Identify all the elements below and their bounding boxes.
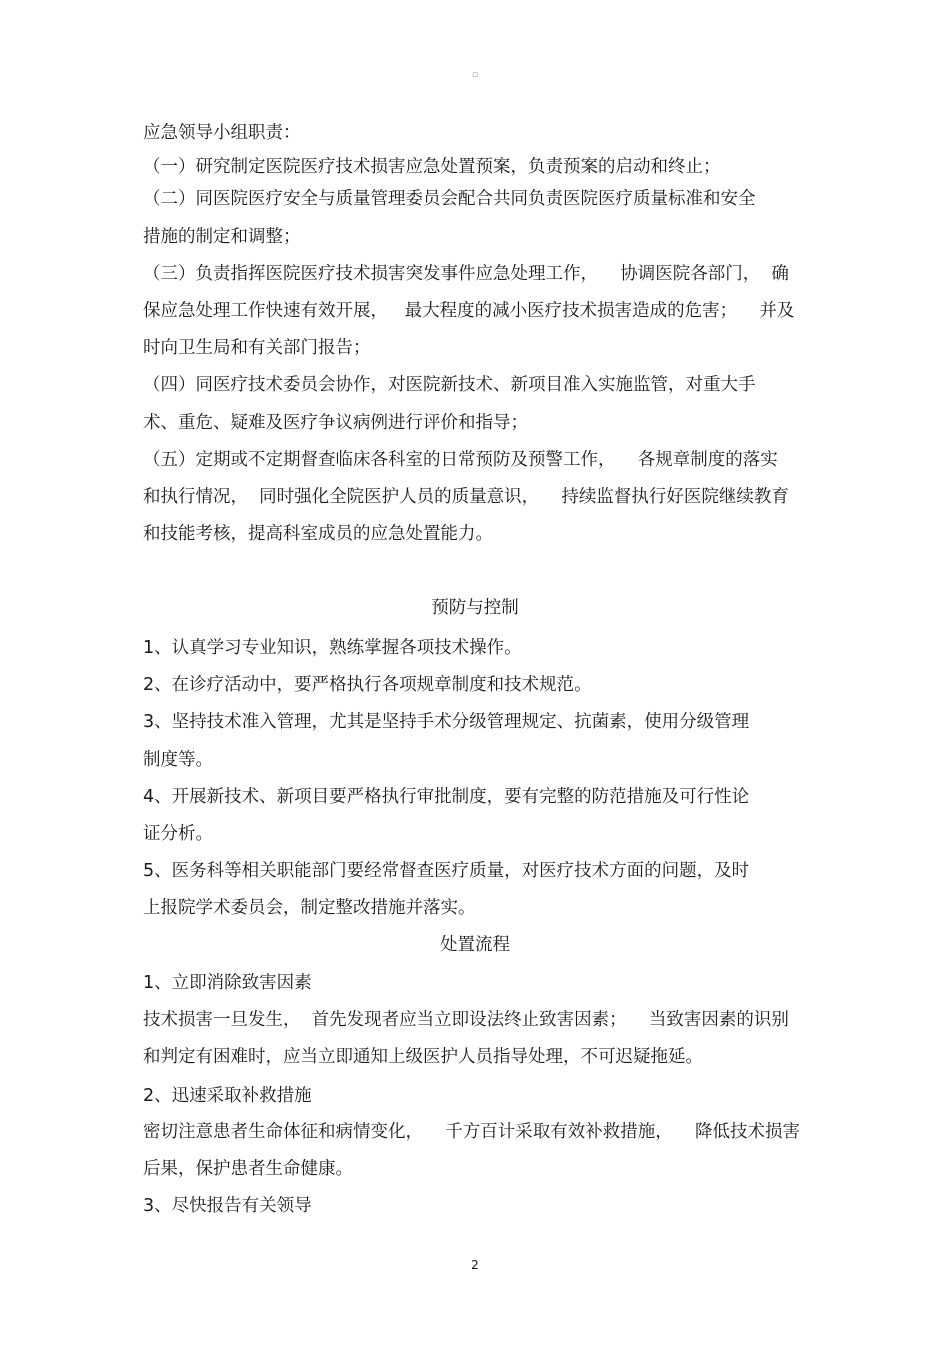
list-item: 2、在诊疗活动中，要严格执行各项规章制度和技术规范。	[143, 675, 592, 695]
list-item: 3、坚持技术准入管理，尤其是坚持手术分级管理规定、抗菌素，使用分级管理	[143, 712, 750, 732]
paragraph-line: 术、重危、疑难及医疗争议病例进行评价和指导；	[143, 413, 528, 433]
paragraph-line: 和技能考核，提高科室成员的应急处置能力。	[143, 524, 493, 544]
list-item: 证分析。	[143, 824, 213, 844]
list-item: 制度等。	[143, 750, 213, 770]
header-mark: ▫	[471, 70, 479, 80]
paragraph-line: 密切注意患者生命体征和病情变化， 千方百计采取有效补救措施， 降低技术损害	[143, 1122, 800, 1142]
section-title-procedure: 处置流程	[440, 935, 510, 955]
paragraph-line: （二）同医院医疗安全与质量管理委员会配合共同负责医院医疗质量标准和安全	[143, 189, 756, 209]
section-title-prevention: 预防与控制	[431, 598, 519, 618]
paragraph-line: 和执行情况， 同时强化全院医护人员的质量意识， 持续监督执行好医院继续教育	[143, 487, 789, 507]
list-item: 1、立即消除致害因素	[143, 973, 312, 993]
list-item: 1、认真学习专业知识，熟练掌握各项技术操作。	[143, 638, 522, 658]
paragraph-line: （四）同医疗技术委员会协作，对医院新技术、新项目准入实施监管，对重大手	[143, 375, 756, 395]
list-item: 4、开展新技术、新项目要严格执行审批制度，要有完整的防范措施及可行性论	[143, 787, 750, 807]
paragraph-line: 措施的制定和调整；	[143, 227, 301, 247]
paragraph-line: 和判定有困难时，应当立即通知上级医护人员指导处理，不可迟疑拖延。	[143, 1047, 703, 1067]
paragraph-line: 后果，保护患者生命健康。	[143, 1159, 353, 1179]
paragraph-line: （五）定期或不定期督查临床各科室的日常预防及预警工作， 各规章制度的落实	[143, 450, 778, 470]
section-heading-leadership: 应急领导小组职责：	[143, 123, 301, 143]
list-item: 上报院学术委员会，制定整改措施并落实。	[143, 898, 476, 918]
paragraph-line: 时向卫生局和有关部门报告；	[143, 338, 371, 358]
paragraph-line: （三）负责指挥医院医疗技术损害突发事件应急处理工作， 协调医院各部门， 确	[143, 264, 789, 284]
paragraph-line: （一）研究制定医院医疗技术损害应急处置预案，负责预案的启动和终止；	[143, 157, 721, 177]
paragraph-line: 技术损害一旦发生， 首先发现者应当立即设法终止致害因素； 当致害因素的识别	[143, 1010, 789, 1030]
list-item: 5、医务科等相关职能部门要经常督查医疗质量，对医疗技术方面的问题，及时	[143, 861, 750, 881]
list-item: 2、迅速采取补救措施	[143, 1086, 312, 1106]
list-item: 3、尽快报告有关领导	[143, 1196, 312, 1216]
paragraph-line: 保应急处理工作快速有效开展， 最大程度的减小医疗技术损害造成的危害； 并及	[143, 301, 795, 321]
page-number: 2	[471, 1258, 479, 1272]
